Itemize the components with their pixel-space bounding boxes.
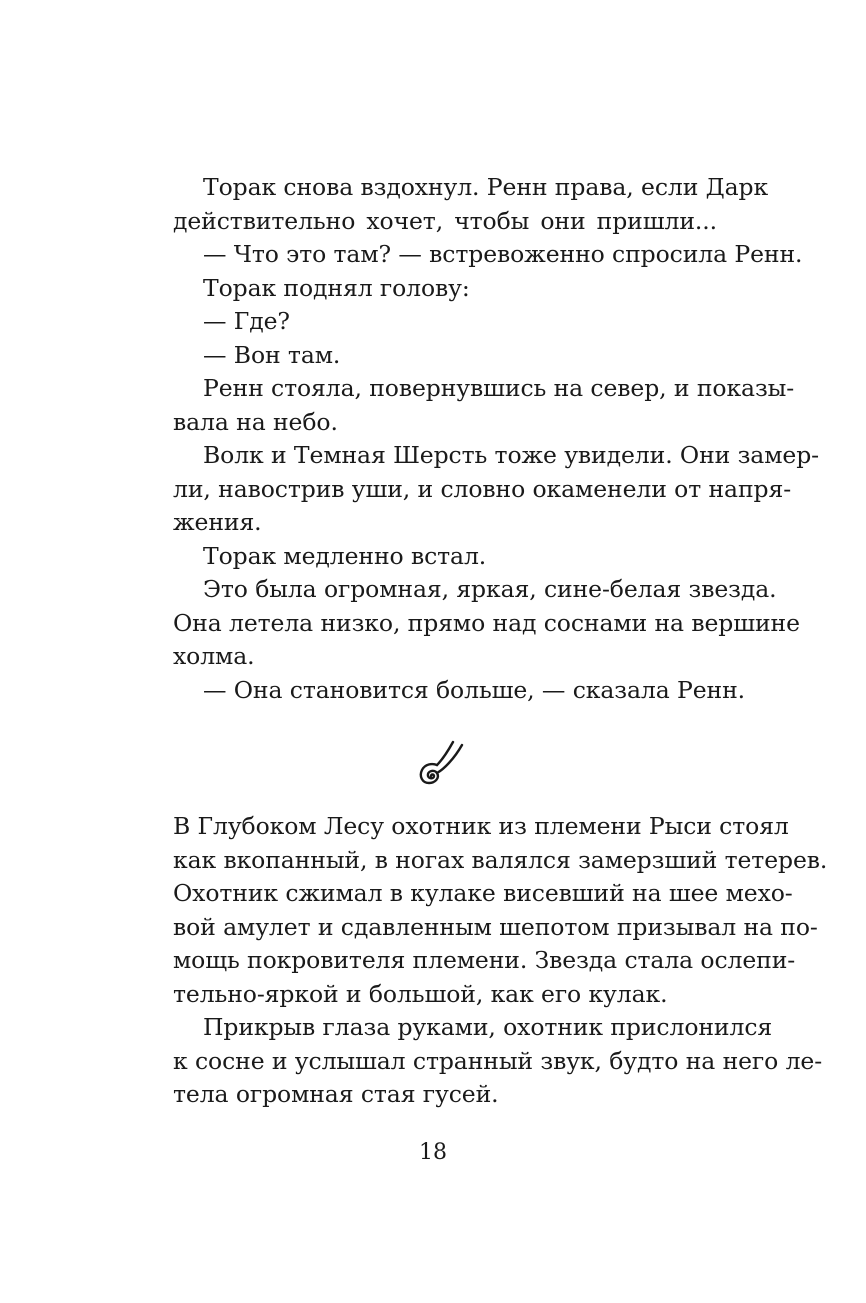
text-line: Ренн стояла, повернувшись на север, и показы- bbox=[203, 374, 795, 402]
page-number: 18 bbox=[419, 1140, 447, 1165]
text-line: Волк и Темная Шерсть тоже увидели. Они замер- bbox=[203, 441, 819, 469]
text-line: Торак поднял голову: bbox=[203, 273, 470, 302]
text-line: Она летела низко, прямо над соснами на вершине bbox=[173, 608, 800, 637]
text-line: к сосне и услышал странный звук, будто на него ле- bbox=[173, 1046, 823, 1075]
section-two-text bbox=[173, 810, 828, 1112]
text-line: холма. bbox=[173, 642, 255, 670]
text-line: Охотник сжимал в кулаке висевший на шее мехо- bbox=[173, 879, 793, 907]
spiral-feather-icon bbox=[410, 733, 470, 793]
text-line: действительно хочет, чтобы они пришли... bbox=[173, 206, 717, 235]
text-line: как вкопанный, в ногах валялся замерзший тетерев. bbox=[173, 845, 828, 874]
text-line: В Глубоком Лесу охотник из племени Рыси стоял bbox=[173, 812, 789, 840]
text-line: вой амулет и сдавленным шепотом призывал на по- bbox=[173, 912, 818, 941]
text-line: тела огромная стая гусей. bbox=[173, 1080, 499, 1108]
section-one-text bbox=[173, 171, 819, 707]
text-line: — Где? bbox=[203, 307, 290, 335]
text-line: Торак снова вздохнул. Ренн права, если Дарк bbox=[203, 173, 769, 201]
text-line: тельно-яркой и большой, как его кулак. bbox=[173, 979, 668, 1008]
text-line: Прикрыв глаза руками, охотник прислонился bbox=[203, 1013, 773, 1041]
text-line: — Что это там? — встревоженно спросила Ренн. bbox=[203, 240, 803, 268]
text-line: Это была огромная, яркая, сине-белая звезда. bbox=[203, 575, 777, 603]
text-line: вала на небо. bbox=[173, 407, 338, 436]
text-line: — Она становится больше, — сказала Ренн. bbox=[203, 675, 746, 704]
text-line: мощь покровителя племени. Звезда стала ослепи- bbox=[173, 946, 796, 974]
text-line: — Вон там. bbox=[203, 340, 341, 369]
text-line: жения. bbox=[173, 508, 262, 536]
text-line: Торак медленно встал. bbox=[203, 541, 487, 570]
text-line: ли, навострив уши, и словно окаменели от напря- bbox=[173, 474, 792, 503]
